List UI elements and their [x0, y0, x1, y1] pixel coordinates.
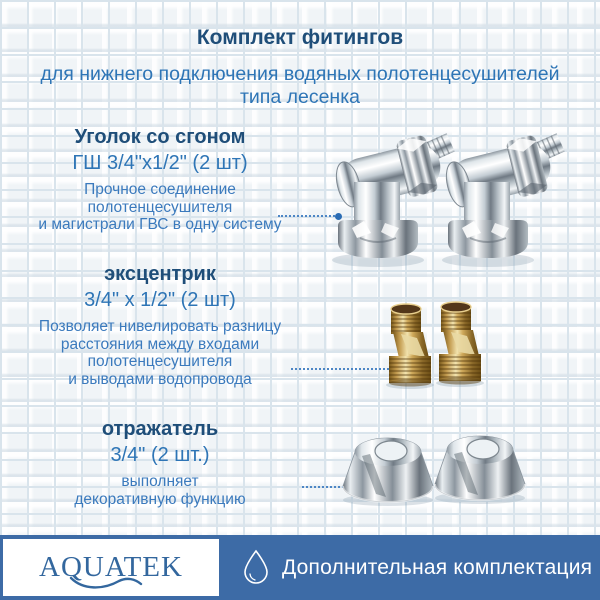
header	[0, 26, 600, 109]
description-line: полотенцесушителя	[87, 198, 233, 216]
product-section-elbow	[2, 126, 318, 234]
subtitle-line: для нижнего подключения водяных полотенцесушителей	[40, 63, 560, 85]
brass-eccentric-fittings-image	[384, 300, 488, 392]
eccentric-fitting-illustration	[384, 300, 488, 392]
page-title: Комплект фитингов	[196, 26, 404, 49]
product-heading: Уголок со сгоном	[74, 126, 246, 148]
reflector-illustration	[340, 424, 532, 508]
description-line: и выводами водопровода	[68, 370, 252, 388]
product-size: 3/4" х 1/2" (2 шт)	[84, 289, 236, 311]
brand-logo: AQUATEK	[39, 551, 183, 583]
description-line: выполняет	[121, 473, 199, 490]
subtitle-line: типа лесенка	[239, 86, 361, 108]
dotted-leader	[291, 368, 397, 370]
product-description	[2, 181, 318, 234]
description-line: декоративную функцию	[74, 490, 246, 508]
product-size: ГШ 3/4"х1/2" (2 шт)	[72, 152, 248, 174]
description-line: Прочное соединение	[84, 181, 236, 198]
logo-swash-icon	[69, 576, 143, 592]
description-line: и магистрали ГВС в одну систему	[38, 216, 282, 233]
footer-label: Дополнительная комплектация	[282, 555, 593, 579]
brand-logo-panel	[3, 539, 219, 596]
dotted-leader	[278, 215, 338, 217]
product-section-eccentric	[2, 263, 318, 388]
water-drop-icon	[241, 549, 271, 585]
chrome-elbow-fittings-image	[330, 116, 570, 268]
description-line: расстояния между входами	[60, 335, 260, 353]
description-line: Позволяет нивелировать разницу	[38, 318, 282, 335]
product-section-reflector	[2, 418, 318, 508]
chrome-reflectors-image	[340, 424, 532, 508]
product-size: 3/4" (2 шт.)	[110, 444, 210, 466]
product-heading: эксцентрик	[104, 263, 216, 285]
page-subtitle	[0, 63, 600, 109]
product-heading: отражатель	[101, 418, 219, 440]
footer-bar	[0, 535, 600, 600]
product-description	[2, 318, 318, 388]
description-line: полотенцесушителя	[87, 353, 233, 370]
elbow-fitting-illustration	[330, 116, 570, 268]
product-description	[2, 473, 318, 508]
